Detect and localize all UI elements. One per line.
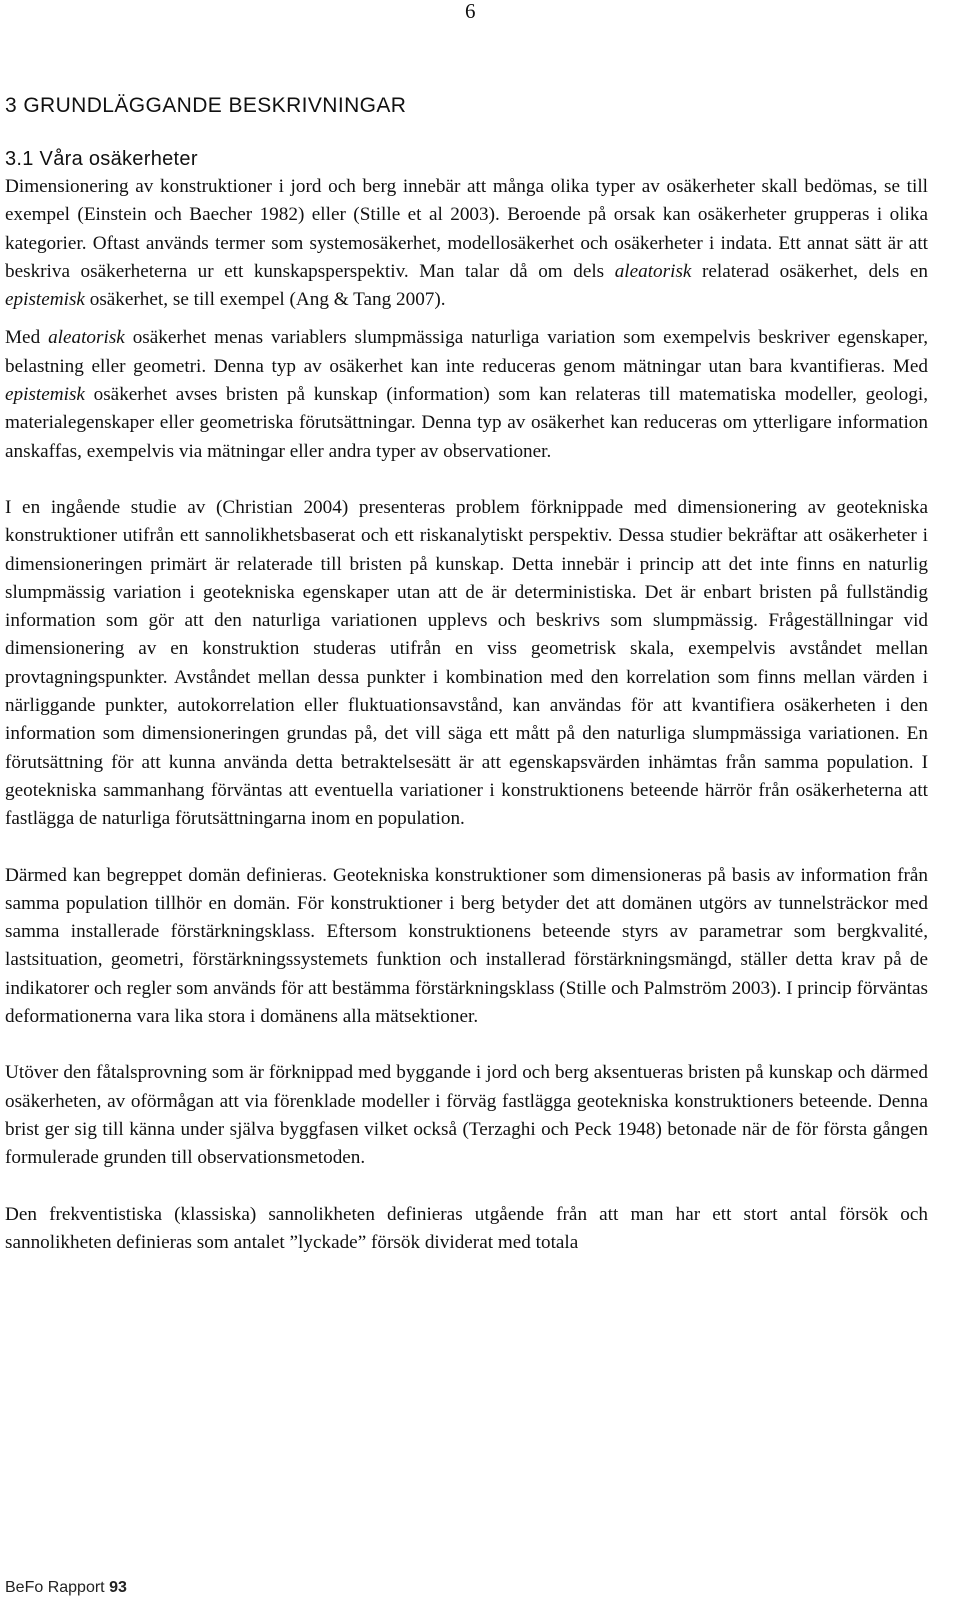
italic-term: epistemisk — [5, 289, 85, 311]
text-run: Den frekventistiska (klassiska) sannolikheten definieras utgående från att man har ett stort antal försök och sannolikheten definieras som antalet ”lyckade” försök dividerat med totala — [5, 1203, 928, 1253]
text-run: Med — [5, 327, 49, 349]
text-run: Dimensionering av konstruktioner i jord och berg innebär att många olika typer av osäkerheter skall bedömas, se till exempel (Einstein och Baecher 1982) eller (Stille et al 2003). Beroende på orsak kan osäkerheter grupperas i olika kategorier. Oftast används termer som systemosäkerhet, modellosäkerhet och osäkerheter i indata. Ett annat sätt är att beskriva osäkerheterna ur ett kunskapsperspektiv. Man talar då om dels — [5, 176, 928, 282]
paragraph-6 — [5, 1201, 928, 1258]
section-heading: 3.1 Våra osäkerheter — [5, 148, 198, 170]
paragraph-5 — [5, 1059, 928, 1172]
text-run: osäkerhet avses bristen på kunskap (information) som kan relateras till matematiska modeller, geologi, materialegenskaper eller geometriska förutsättningar. Denna typ av osäkerhet kan reduceras om ytterligare information anskaffas, exempelvis via mätningar eller andra typer av observationer. — [5, 384, 928, 462]
footer — [5, 1578, 127, 1598]
text-run: I en ingående studie av (Christian 2004) presenteras problem förknippade med dimensionering av geotekniska konstruktioner utifrån ett sannolikhetsbaserat och ett riskanalytiskt perspektiv. Dessa studier bekräftar att osäkerheter i dimensioneringen primärt är relaterade till bristen på kunskap. Detta innebär i princip att det inte finns en naturlig slumpmässig variation i geotekniska egenskaper utan att de är deterministiska. Det är enbart bristen på fullständig information som gör att den naturliga variationen upplevs och beskrivs som slumpmässig. Frågeställningar vid dimensionering av en konstruktion studeras utifrån en viss geometrisk skala, exempelvis avståndet mellan provtagningspunkter. Avståndet mellan dessa punkter i kombination med den korrelation som finns mellan värden i närliggande punkter, autokorrelation eller fluktuationsavstånd, kan användas för att kvantifiera osäkerheten i den information som dimensioneringen grundas på, det vill säga ett mått på den naturliga slumpmässiga variationen. En förutsättning för att kunna använda detta betraktelsesätt är att egenskapsvärden inhämtas från samma population. I geotekniska sammanhang förväntas att eventuella variationer i konstruktionens beteende härrör från osäkerheterna att fastlägga de naturliga förutsättningarna inom en population. — [5, 496, 928, 830]
text-run: osäkerhet, se till exempel (Ang & Tang 2007). — [84, 289, 446, 311]
text-run: Utöver den fåtalsprovning som är förknippad med byggande i jord och berg aksentueras bristen på kunskap och därmed osäkerheten, av oförmågan att via förenklade modeller i förväg fastlägga geotekniska konstruktioners beteende. Denna brist ger sig till känna under själva byggfasen vilket också (Terzaghi och Peck 1948) betonade när de för första gången formulerade grunden till observationsmetoden. — [5, 1062, 928, 1169]
page-number: 6 — [465, 0, 476, 23]
text-run: relaterad osäkerhet, dels en — [691, 260, 928, 282]
document-body — [5, 145, 928, 1257]
chapter-heading: 3 GRUNDLÄGGANDE BESKRIVNINGAR — [5, 94, 407, 117]
footer-report-number: 93 — [109, 1579, 127, 1596]
italic-term: aleatorisk — [614, 260, 692, 282]
paragraph-4 — [5, 862, 928, 1032]
paragraph-2 — [5, 324, 928, 465]
text-run: osäkerhet menas variablers slumpmässiga naturliga variation som exempelvis beskriver egenskaper, belastning eller geometri. Denna typ av osäkerhet kan inte reduceras genom mätningar utan bara kvantifieras. Med — [5, 327, 929, 377]
paragraph-1 — [5, 173, 928, 314]
italic-term: epistemisk — [5, 384, 85, 406]
footer-label: BeFo Rapport — [5, 1579, 110, 1596]
paragraph-3 — [5, 494, 928, 834]
italic-term: aleatorisk — [48, 327, 125, 349]
text-run: Därmed kan begreppet domän definieras. Geotekniska konstruktioner som dimensioneras på basis av information från samma population tillhör en domän. För konstruktioner i berg betyder det att domänen utgörs av tunnelsträckor med samma installerade förstärkningsklass. Eftersom konstruktionens beteende styrs av parametrar som bergkvalité, lastsituation, geometri, förstärkningssystemets funktion och installerad förstärkningsmängd, ställer detta krav på de indikatorer och regler som används för att bestämma förstärkningsklass (Stille och Palmström 2003). I princip förväntas deformationerna vara lika stora i domänens alla mätsektioner. — [5, 864, 928, 1028]
